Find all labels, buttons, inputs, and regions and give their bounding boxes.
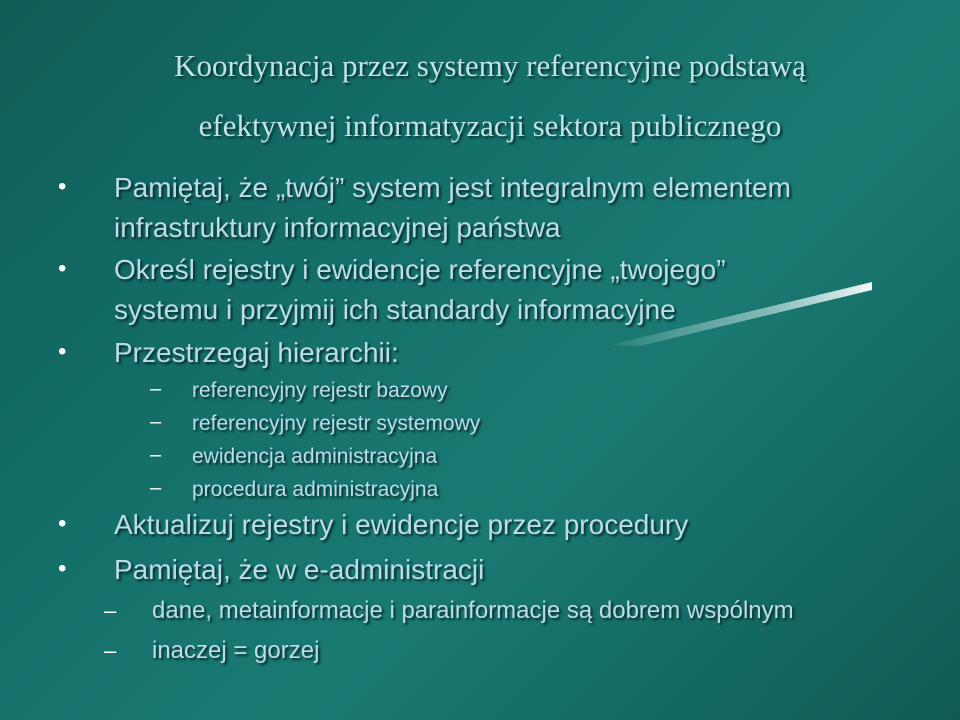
dash-marker: – [104, 598, 117, 623]
bullet-text: infrastruktury informacyjnej państwa [114, 212, 561, 243]
title-line-2: efektywnej informatyzacji sektora publicznego [198, 108, 782, 143]
dash-marker: – [150, 477, 162, 499]
bullet-marker: • [58, 510, 67, 537]
bullet-marker: • [58, 555, 67, 582]
bullet-text: Przestrzegaj hierarchii: [114, 337, 399, 368]
bullet-text: Aktualizuj rejestry i ewidencje przez procedury [114, 509, 689, 540]
sub-item-text: inaczej = gorzej [152, 637, 320, 664]
dash-marker: – [104, 638, 117, 663]
sub-item-text: referencyjny rejestr systemowy [192, 412, 481, 435]
bullet-marker: • [58, 338, 67, 365]
bullet-text: Określ rejestry i ewidencje referencyjne „twojego” [114, 254, 726, 285]
bullet-text: systemu i przyjmij ich standardy informacyjne [114, 294, 676, 325]
dash-marker: – [150, 444, 162, 466]
sub-item-text: dane, metainformacje i parainformacje są dobrem wspólnym [152, 597, 794, 624]
sub-item-text: procedura administracyjna [192, 478, 439, 501]
bullet-text: Pamiętaj, że „twój” system jest integralnym elementem [114, 172, 791, 203]
dash-marker: – [150, 378, 162, 400]
sub-item-text: referencyjny rejestr bazowy [192, 379, 448, 402]
bullet-marker: • [58, 173, 67, 200]
sub-item-text: ewidencja administracyjna [192, 445, 438, 468]
bullet-marker: • [58, 255, 67, 282]
title-line-1: Koordynacja przez systemy referencyjne podstawą [174, 48, 806, 83]
bullet-text: Pamiętaj, że w e-administracji [114, 554, 485, 585]
dash-marker: – [150, 411, 162, 433]
